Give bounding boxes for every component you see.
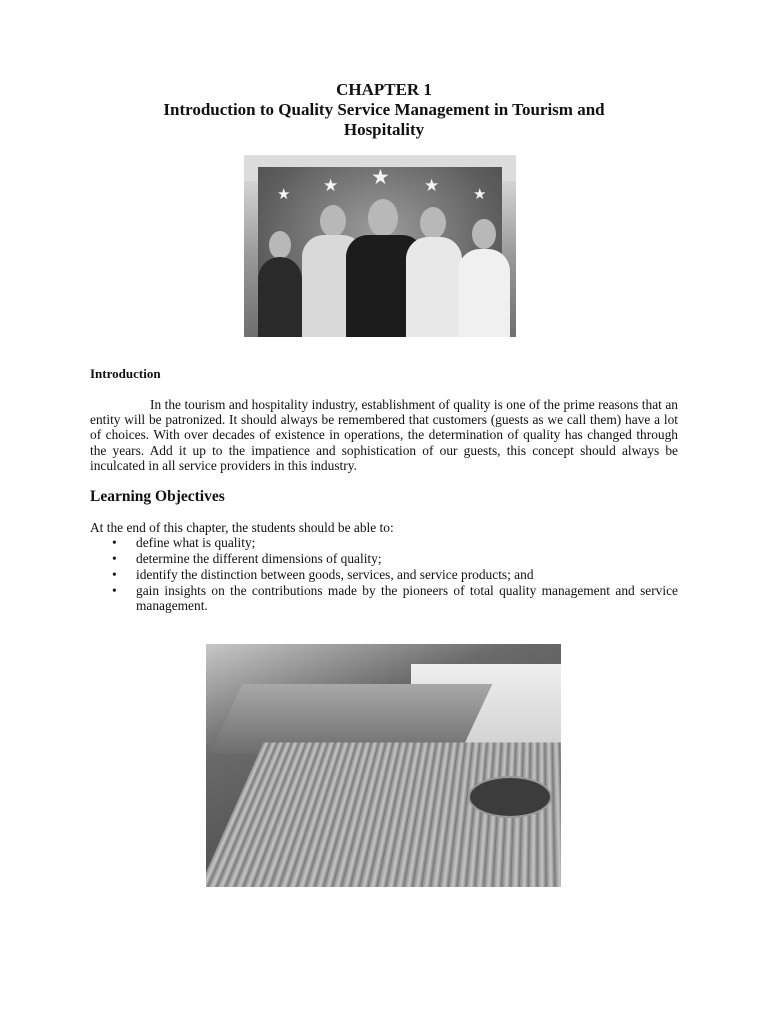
bullet-icon: • <box>112 535 117 550</box>
introduction-paragraph: In the tourism and hospitality industry, establishment of quality is one of the prime reasons that an entity will be patronized. It should always be remembered that customers (guests as we call them) have a lot of choices. With over decades of existence in operations, the determination of quality has changed through the years. Add it up to the impatience and sophistication of our guests, this concept should always be inculcated in all service providers in this industry. <box>90 397 678 473</box>
bullet-icon: • <box>112 566 117 582</box>
buffet-table-photo <box>206 644 561 887</box>
objective-text: determine the different dimensions of quality; <box>136 550 382 566</box>
chapter-title-line-1: Introduction to Quality Service Management in Tourism and <box>163 100 605 119</box>
chapter-title-line-2: Hospitality <box>343 120 425 139</box>
star-icon: ★ <box>323 176 339 196</box>
star-icon: ★ <box>424 176 440 196</box>
objective-text: gain insights on the contributions made by the pioneers of total quality management and service management. <box>136 582 678 614</box>
objectives-lead-text: At the end of this chapter, the students should be able to: <box>90 520 394 535</box>
glass-tray <box>468 776 552 818</box>
star-icon: ★ <box>277 185 291 203</box>
star-icon: ★ <box>371 165 390 189</box>
chapter-number: CHAPTER 1 <box>336 80 432 99</box>
objective-text: define what is quality; <box>136 535 256 550</box>
star-icon: ★ <box>473 185 487 203</box>
hospitality-staff-photo <box>244 155 516 337</box>
list-item <box>90 583 678 614</box>
bullet-icon: • <box>112 582 117 598</box>
learning-objectives-heading: Learning Objectives <box>90 488 225 505</box>
list-item <box>90 567 678 582</box>
list-item <box>90 535 678 550</box>
bullet-icon: • <box>112 550 117 566</box>
objectives-list <box>90 535 678 614</box>
list-item <box>90 551 678 566</box>
objective-text: identify the distinction between goods, services, and service products; and <box>136 566 534 582</box>
introduction-heading: Introduction <box>90 366 161 381</box>
